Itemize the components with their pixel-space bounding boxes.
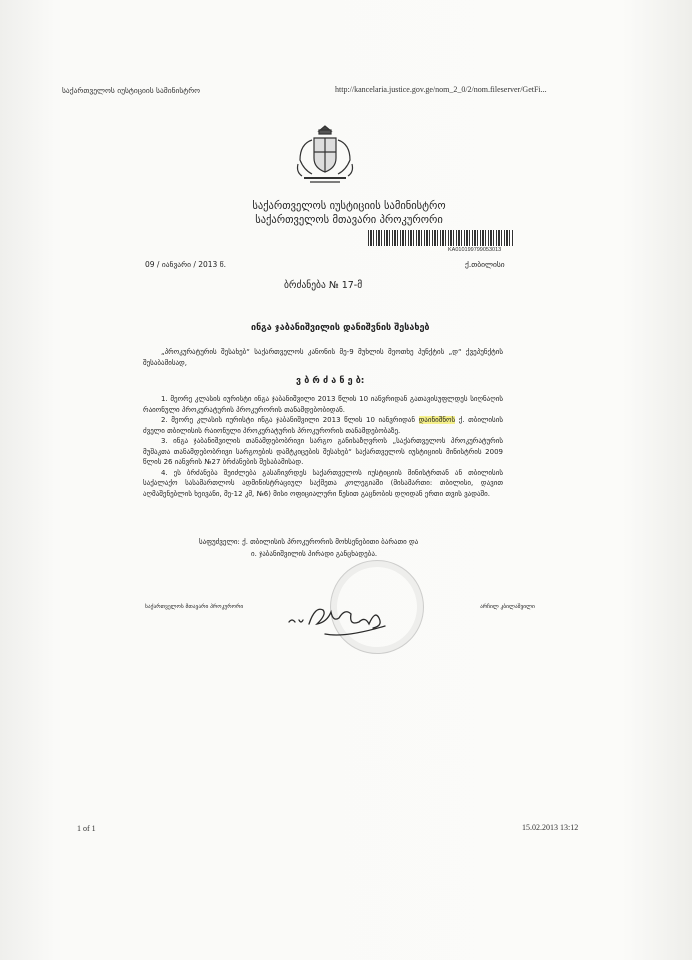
item-2-end: ქ. თბილისის ძველი თბილისის რაიონული პროკურატურის პროკურორის თანამდებობაზე.: [143, 416, 503, 435]
item-3: 3. ინგა ჯაბანიშვილის თანამდებობრივი სარგო განისაზღვროს „საქართველოს პროკურატურის მუშაკთა თანამდებობრივი სარგოების დამტკიცების შესახებ“ საქართველოს იუსტიციის მინისტრის 2009 წლის 26 იანვრის №27 ბრძანების შესაბამისად.: [143, 437, 503, 466]
document-date: 09 / იანვარი / 2013 წ.: [145, 260, 226, 269]
ministry-line-1: საქართველოს იუსტიციის სამინისტრო: [252, 200, 446, 212]
preamble: „პროკურატურის შესახებ“ საქართველოს კანონის მე-9 მუხლის მეოთხე პუნქტის „დ“ ქვეპუნქტის შესაბამისად,: [143, 348, 503, 367]
order-word: ვ ბ რ ძ ა ნ ე ბ:: [296, 376, 365, 386]
item-1: 1. მეორე კლასის იურისტი ინგა ჯაბანიშვილი 2013 წლის 10 იანვრიდან გათავისუფლდეს სიღნაღის რაიონული პროკურატურის პროკურორის თანამდებობიდან.: [143, 395, 503, 414]
page-count: 1 of 1: [77, 824, 96, 833]
document-place: ქ.თბილისი: [465, 260, 505, 269]
signatory-title: საქართველოს მთავარი პროკურორი: [145, 604, 244, 610]
item-2-start: 2. მეორე კლასის იურისტი ინგა ჯაბანიშვილი 2013 წლის 10 იანვრიდან: [161, 416, 419, 424]
item-2: [143, 415, 503, 436]
header-ministry-name: საქართველოს იუსტიციის სამინისტრო: [62, 86, 201, 95]
basis-line-1: საფუძველი: ქ. თბილისის პროკურორის მოხსენებითი ბარათი და: [199, 538, 419, 546]
handwritten-signature: [285, 600, 415, 642]
order-number: ბრძანება № 17-მ: [284, 280, 363, 291]
item-4: 4. ეს ბრძანება შეიძლება გასაჩივრდეს საქართველოს იუსტიციის მინისტრთან ან თბილისის საქალაქო სასამართლოს ადმინისტრაციულ საქმეთა კოლეგიაში (მისამართი: თბილისი, დავით აღმაშენებლის ხეივანი, მე-12 კმ, №6) მისი ოფიციალური წესით გაცნობის დღიდან ერთი თვის ვადაში.: [143, 468, 503, 498]
header-url: http://kancelaria.justice.gov.ge/nom_2_0/2/nom.fileserver/GetFi...: [335, 85, 547, 94]
barcode: [368, 230, 514, 246]
signatory-name: არჩილ კბილაშვილი: [480, 604, 535, 610]
order-items: [143, 394, 503, 499]
order-subject: ინგა ჯაბანიშვილის დანიშვნის შესახებ: [251, 323, 430, 333]
ministry-line-2: საქართველოს მთავარი პროკურორი: [255, 214, 443, 226]
basis-line-2: ი. ჯაბანიშვილის პირადი განცხადება.: [251, 550, 378, 558]
print-datetime: 15.02.2013 13:12: [522, 823, 579, 832]
barcode-number: KA010199799053013: [448, 247, 502, 253]
coat-of-arms-icon: [290, 120, 360, 190]
item-2-highlight: დაინიშნოს: [418, 416, 456, 424]
